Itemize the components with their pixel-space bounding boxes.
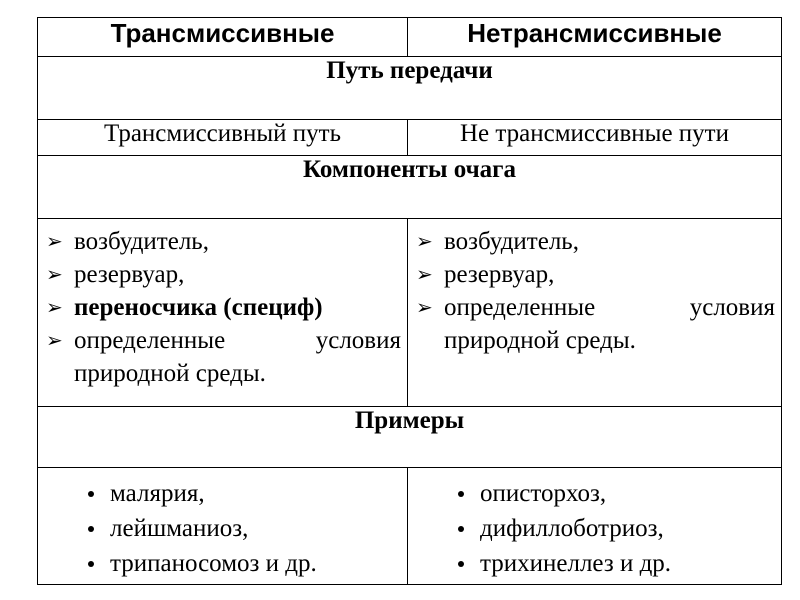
components-cell-transmissible	[38, 219, 408, 407]
examples-list-transmissible	[38, 468, 407, 581]
dot-bullet-icon	[88, 526, 94, 532]
example-item	[86, 546, 407, 581]
example-item	[456, 476, 781, 511]
component-item-text: определенные условия природной среды.	[74, 327, 401, 387]
section-row-examples	[38, 407, 782, 468]
component-item	[416, 258, 775, 291]
example-item	[86, 476, 407, 511]
path-non-transmissible: Не трансмиссивные пути	[408, 120, 782, 156]
example-item-text: дифиллоботриоз,	[480, 515, 664, 542]
section-title-examples: Примеры	[38, 407, 782, 468]
arrowhead-bullet-icon: ➢	[46, 262, 63, 286]
example-item	[456, 546, 781, 581]
arrowhead-bullet-icon: ➢	[416, 295, 433, 319]
arrowhead-bullet-icon: ➢	[416, 229, 433, 253]
example-item-text: трипаносомоз и др.	[110, 550, 317, 577]
component-item	[46, 258, 401, 291]
component-item	[46, 291, 401, 324]
path-transmissible: Трансмиссивный путь	[38, 120, 408, 156]
header-row	[38, 18, 782, 57]
components-cell-non-transmissible	[408, 219, 782, 407]
examples-cell-transmissible	[38, 468, 408, 585]
section-row-focus-components	[38, 156, 782, 219]
component-item	[416, 291, 775, 357]
components-row	[38, 219, 782, 407]
section-title-focus-components: Компоненты очага	[38, 156, 782, 219]
example-item	[86, 511, 407, 546]
header-non-transmissible: Нетрансмиссивные	[408, 18, 782, 57]
example-item	[456, 511, 781, 546]
section-row-transmission-path	[38, 57, 782, 120]
arrowhead-bullet-icon: ➢	[46, 295, 63, 319]
component-item-text: переносчика (специф)	[74, 294, 323, 321]
section-title-transmission-path: Путь передачи	[38, 57, 782, 120]
component-item-text: возбудитель,	[74, 228, 209, 255]
dot-bullet-icon	[88, 561, 94, 567]
example-item-text: лейшманиоз,	[110, 515, 249, 542]
components-list-non-transmissible	[408, 219, 781, 357]
dot-bullet-icon	[458, 526, 464, 532]
component-item-text: определенные условия природной среды.	[444, 294, 775, 354]
arrowhead-bullet-icon: ➢	[416, 262, 433, 286]
examples-list-non-transmissible	[408, 468, 781, 581]
dot-bullet-icon	[458, 491, 464, 497]
dot-bullet-icon	[88, 491, 94, 497]
header-transmissible: Трансмиссивные	[38, 18, 408, 57]
component-item-text: возбудитель,	[444, 228, 579, 255]
examples-row	[38, 468, 782, 585]
component-item	[46, 225, 401, 258]
example-item-text: малярия,	[110, 480, 205, 507]
component-item-text: резервуар,	[74, 261, 185, 288]
component-item	[416, 225, 775, 258]
dot-bullet-icon	[458, 561, 464, 567]
example-item-text: трихинеллез и др.	[480, 550, 672, 577]
components-list-transmissible	[38, 219, 407, 390]
arrowhead-bullet-icon: ➢	[46, 229, 63, 253]
examples-cell-non-transmissible	[408, 468, 782, 585]
component-item-text: резервуар,	[444, 261, 555, 288]
example-item-text: описторхоз,	[480, 480, 607, 507]
transmission-path-row	[38, 120, 782, 156]
comparison-table	[37, 17, 782, 585]
component-item	[46, 324, 401, 390]
arrowhead-bullet-icon: ➢	[46, 328, 63, 352]
